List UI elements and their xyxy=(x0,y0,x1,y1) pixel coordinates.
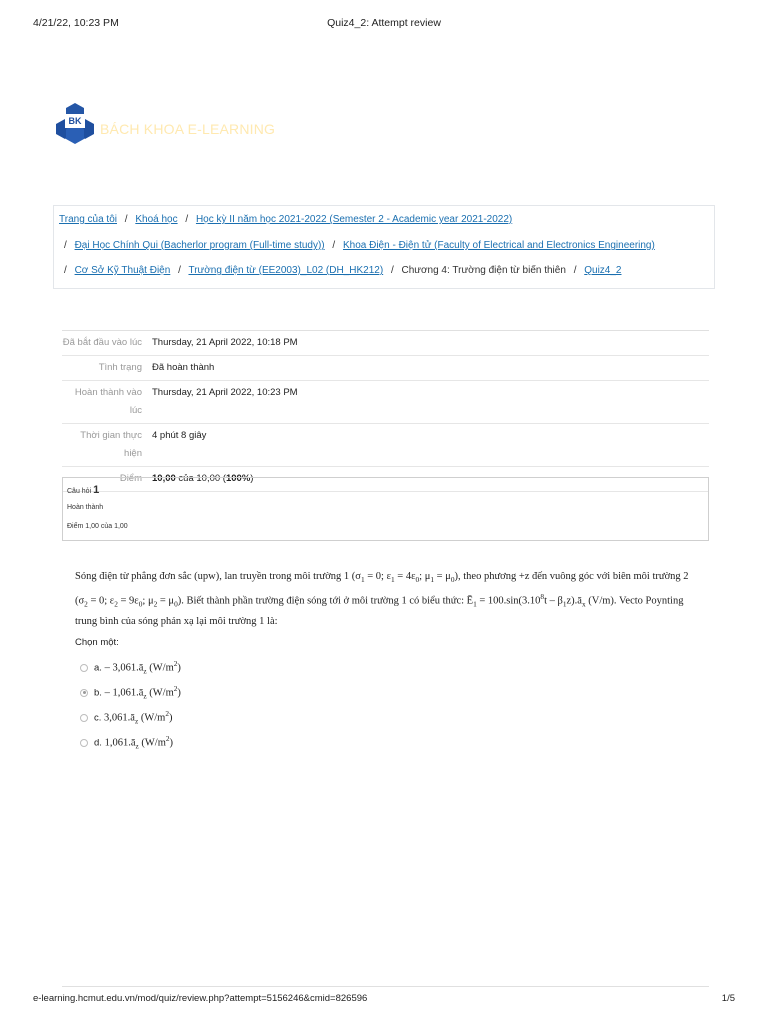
answer-a-letter: a. xyxy=(94,662,102,674)
answer-list xyxy=(80,655,181,755)
answer-b-label[interactable]: b. – $1,061.ā_z$ $(W/m^2)$ xyxy=(94,684,181,701)
breadcrumb-separator: / xyxy=(185,214,189,225)
answer-b-value: – 1,061.ā xyxy=(104,687,144,699)
answer-c-label[interactable]: c. $3,061.ā_z$ $(W/m^2)$ xyxy=(94,709,173,726)
breadcrumb-subject-link[interactable]: Cơ Sở Kỹ Thuật Điện xyxy=(74,265,171,276)
answer-b-letter: b. xyxy=(94,687,102,699)
time-taken-label: Thời gian thực hiện xyxy=(80,430,142,459)
answer-a-label[interactable]: a. – $3,061.ā_z$ $(W/m^2)$ xyxy=(94,659,181,676)
answer-option-d[interactable] xyxy=(80,730,181,755)
answer-d-label[interactable]: d. $1,061.ā_z$ $(W/m^2)$ xyxy=(94,734,174,751)
time-taken-value: 4 phút 8 giây xyxy=(152,430,207,441)
grade-percent: 100% xyxy=(225,473,251,484)
started-label: Đã bắt đầu vào lúc xyxy=(62,337,142,348)
breadcrumb-separator: / xyxy=(178,265,181,276)
answer-option-a[interactable] xyxy=(80,655,181,680)
breadcrumb-quiz-link[interactable]: Quiz4_2 xyxy=(584,265,622,276)
breadcrumb xyxy=(53,205,715,289)
question-grade: Điểm 1,00 của 1,00 xyxy=(67,523,128,530)
print-page-title: Quiz4_2: Attempt review xyxy=(327,17,441,29)
breadcrumb-separator: / xyxy=(64,240,67,251)
summary-row-state xyxy=(62,356,709,381)
print-datetime: 4/21/22, 10:23 PM xyxy=(33,17,119,29)
grade-out-of: của 10,00 xyxy=(178,473,221,484)
breadcrumb-faculty-link[interactable]: Khoa Điện - Điện tử (Faculty of Electrical and Electronics Engineering) xyxy=(342,240,655,251)
breadcrumb-course-link[interactable]: Trường điện từ (EE2003)_L02 (DH_HK212) xyxy=(188,265,384,276)
answer-d-unit: (W/m xyxy=(141,737,166,749)
answer-c-value: 3,061.ā xyxy=(104,712,135,724)
breadcrumb-my-page-link[interactable]: Trang của tôi xyxy=(59,214,117,225)
answer-c-letter: c. xyxy=(94,712,102,724)
question-label: Câu hỏi xyxy=(67,488,92,495)
answer-a-value: – 3,061.ā xyxy=(104,662,144,674)
breadcrumb-line-1 xyxy=(59,214,512,225)
breadcrumb-line-2 xyxy=(59,240,655,251)
summary-row-time xyxy=(62,424,709,467)
radio-d[interactable] xyxy=(80,739,88,747)
breadcrumb-separator: / xyxy=(124,214,128,225)
breadcrumb-courses-link[interactable]: Khoá học xyxy=(135,214,178,225)
question-number xyxy=(67,484,99,496)
answer-d-letter: d. xyxy=(94,737,102,749)
print-url: e-learning.hcmut.edu.vn/mod/quiz/review.php?attempt=5156246&cmid=826596 xyxy=(33,993,368,1004)
print-page-number: 1/5 xyxy=(721,993,735,1004)
completed-value: Thursday, 21 April 2022, 10:23 PM xyxy=(152,387,298,398)
question-info-box xyxy=(62,477,709,541)
question-number-value: 1 xyxy=(93,484,100,496)
breadcrumb-separator: / xyxy=(573,265,577,276)
grade-value: 10,00 của 10,00 (100%) xyxy=(152,473,254,484)
breadcrumb-separator: / xyxy=(332,240,336,251)
radio-b[interactable] xyxy=(80,689,88,697)
logo-text: BK xyxy=(68,116,82,126)
answer-b-unit: (W/m xyxy=(149,687,174,699)
breadcrumb-line-3 xyxy=(59,265,622,276)
breadcrumb-semester-link[interactable]: Học kỳ II năm học 2021-2022 (Semester 2 - Academic year 2021-2022) xyxy=(195,214,513,225)
answer-d-value: 1,061.ā xyxy=(104,737,136,749)
state-label: Tình trạng xyxy=(98,362,142,373)
radio-a[interactable] xyxy=(80,664,88,672)
started-value: Thursday, 21 April 2022, 10:18 PM xyxy=(152,337,298,348)
brand-name[interactable]: BÁCH KHOA E-LEARNING xyxy=(100,121,276,137)
question-state: Hoàn thành xyxy=(67,504,104,511)
radio-c[interactable] xyxy=(80,714,88,722)
breadcrumb-chapter: Chương 4: Trường điện từ biến thiên xyxy=(401,265,566,276)
question-text: Sóng điện từ phẳng đơn sắc (upw), lan truyền trong môi trường 1 ($\sigma_1 = 0$; $\varepsilon_1 = 4\varepsilon_0$; $\mu_1 = \mu_0$), theo phương +z đến vuông góc với biên môi trường 2 ($\sigma_2 = 0$; $\varepsilon_2 = 9\varepsilon_0$; $\mu_2 = \mu_0$). Biết thành phần trường điện sóng tới ở môi trường 1 có biểu thức: $Ē_1 = 100.\sin(3.10^8t$ – $\beta_1z).ā_x$ (V/m). Vecto Poynting trung bình của sóng phản xạ lại môi trường 1 là: xyxy=(75,571,689,627)
footer-divider xyxy=(62,986,709,987)
answer-c-unit: (W/m xyxy=(140,712,166,724)
summary-row-completed xyxy=(62,381,709,424)
breadcrumb-separator: / xyxy=(390,265,394,276)
completed-label: Hoàn thành vào lúc xyxy=(74,387,142,416)
state-value: Đã hoàn thành xyxy=(152,362,215,373)
answer-option-c[interactable] xyxy=(80,705,181,730)
summary-row-started xyxy=(62,331,709,356)
grade-label: Điểm xyxy=(119,473,142,484)
answer-a-unit: (W/m xyxy=(149,662,174,674)
answer-prompt: Chọn một: xyxy=(75,637,119,648)
bk-logo-icon[interactable] xyxy=(56,102,94,144)
attempt-summary-table xyxy=(62,330,709,492)
breadcrumb-program-link[interactable]: Đại Học Chính Qui (Bacherlor program (Full-time study)) xyxy=(74,240,325,251)
answer-option-b[interactable] xyxy=(80,680,181,705)
grade-score: 10,00 xyxy=(152,473,176,484)
breadcrumb-separator: / xyxy=(64,265,67,276)
